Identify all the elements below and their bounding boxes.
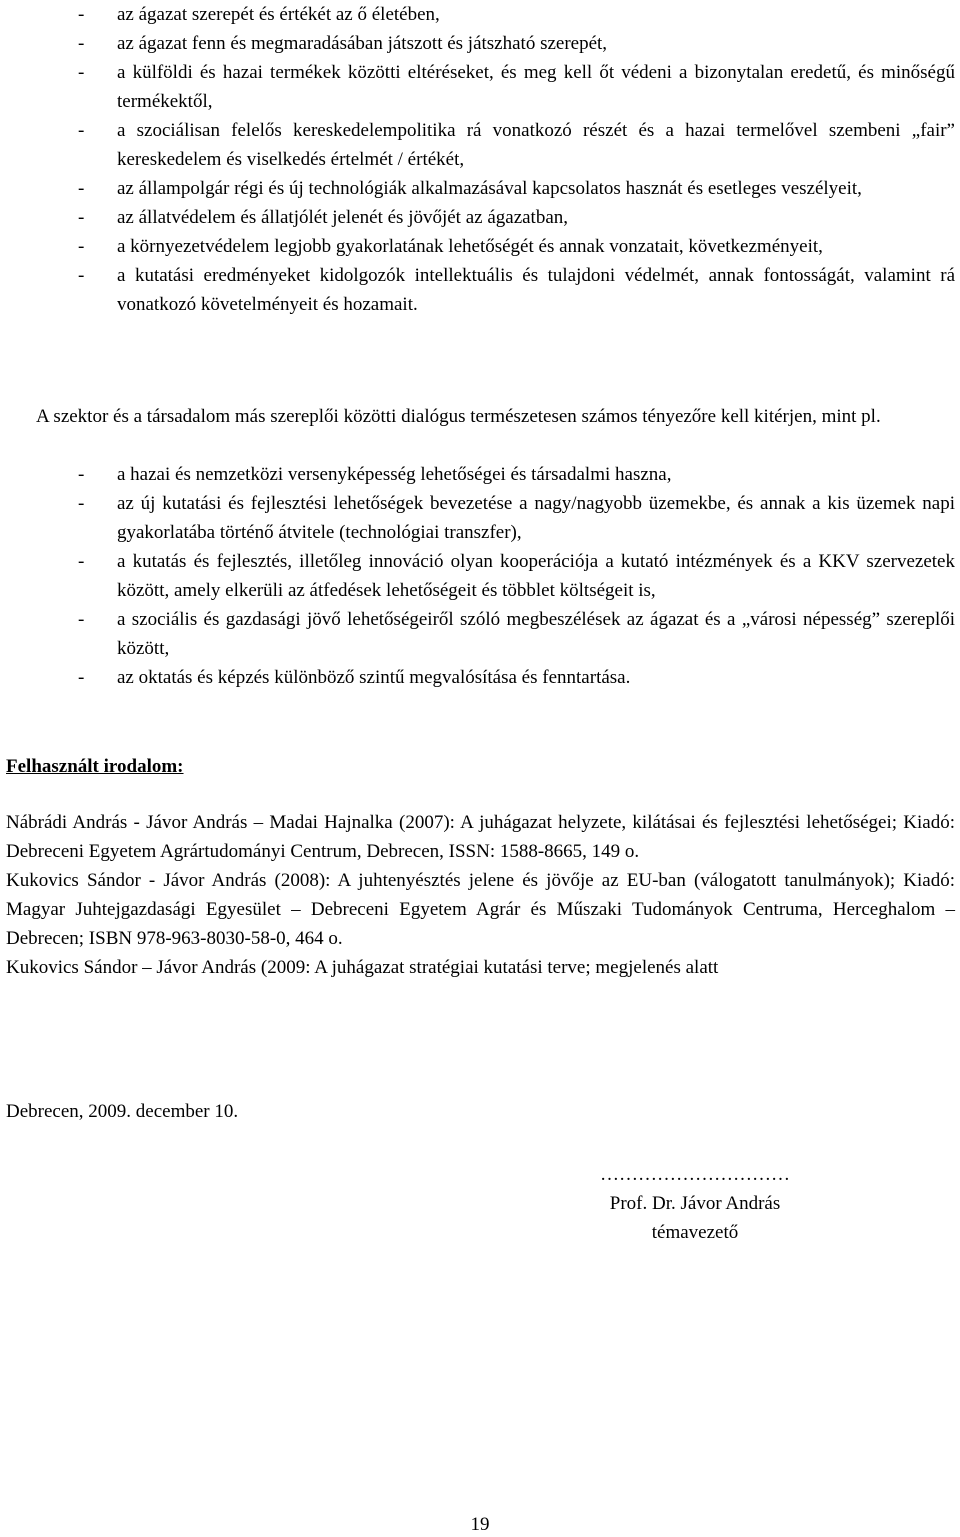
dash-marker: - [78, 236, 85, 257]
list-item [0, 0, 960, 29]
references-list [6, 808, 955, 982]
dash-marker: - [78, 551, 85, 572]
list-item [0, 232, 960, 261]
body-paragraph: A szektor és a társadalom más szereplői közötti dialógus természetesen számos tényezőre kell kitérjen, mint pl. [36, 406, 881, 427]
list-item-text: a szociálisan felelős kereskedelempolitika rá vonatkozó részét és a hazai termelővel szembeni „fair” kereskedelem és viselkedés értelmét / értékét, [117, 120, 955, 170]
references-heading: Felhasznált irodalom: [6, 756, 184, 777]
list-item [0, 460, 960, 489]
dash-marker: - [78, 207, 85, 228]
dash-marker: - [78, 609, 85, 630]
reference-item: Kukovics Sándor - Jávor András (2008): A juhtenyésztés jelene és jövője az EU-ban (válogatott tanulmányok); Kiadó: Magyar Juhtejgazdasági Egyesület – Debreceni Egyetem Agrár és Műszaki Tudományok Centruma, Herceghalom – Debrecen; ISBN 978-963-8030-58-0, 464 o. [6, 870, 955, 949]
signature-block [500, 1160, 890, 1247]
list-item-text: az új kutatási és fejlesztési lehetőségek bevezetése a nagy/nagyobb üzemekbe, és annak a kis üzemek napi gyakorlatába történő átvitele (technológiai transzfer), [117, 493, 955, 543]
dash-marker: - [78, 120, 85, 141]
reference-item: Kukovics Sándor – Jávor András (2009: A juhágazat stratégiai kutatási terve; megjelenés alatt [6, 957, 719, 978]
page-number: 19 [470, 1514, 490, 1535]
list-item [0, 605, 960, 663]
list-item-text: az oktatás és képzés különböző szintű megvalósítása és fenntartása. [117, 667, 631, 688]
list-item [0, 116, 960, 174]
dash-marker: - [78, 62, 85, 83]
bullet-list-2 [0, 460, 960, 692]
list-item-text: a szociális és gazdasági jövő lehetőségeiről szóló megbeszélések az ágazat és a „városi népesség” szereplői között, [117, 609, 955, 659]
dash-marker: - [78, 178, 85, 199]
list-item [0, 58, 960, 116]
dash-marker: - [78, 33, 85, 54]
list-item-text: az állatvédelem és állatjólét jelenét és jövőjét az ágazatban, [117, 207, 569, 228]
dash-marker: - [78, 667, 85, 688]
signatory-name: Prof. Dr. Jávor András [609, 1193, 781, 1214]
signatory-role: témavezető [651, 1222, 739, 1243]
list-item [0, 663, 960, 692]
reference-item: Nábrádi András - Jávor András – Madai Hajnalka (2007): A juhágazat helyzete, kilátásai és fejlesztési lehetőségei; Kiadó: Debreceni Egyetem Agrártudományi Centrum, Debrecen, ISSN: 1588-8665, 149 o. [6, 812, 955, 862]
list-item-text: az állampolgár régi és új technológiák alkalmazásával kapcsolatos hasznát és esetleges veszélyeit, [117, 178, 862, 199]
dash-marker: - [78, 493, 85, 514]
list-item-text: a külföldi és hazai termékek közötti eltéréseket, és meg kell őt védeni a bizonytalan eredetű, és minőségű termékektől, [117, 62, 955, 112]
list-item-text: az ágazat fenn és megmaradásában játszott és játszható szerepét, [117, 33, 608, 54]
list-item [0, 203, 960, 232]
list-item-text: a kutatási eredményeket kidolgozók intellektuális és tulajdoni védelmét, annak fontosságát, valamint rá vonatkozó követelményeit és hozamait. [117, 265, 955, 315]
list-item [0, 174, 960, 203]
list-item-text: a kutatás és fejlesztés, illetőleg innováció olyan kooperációja a kutató intézmények és a KKV szervezetek között, amely elkerüli az átfedések lehetőségeit és többlet költségeit is, [117, 551, 955, 601]
list-item [0, 261, 960, 319]
place-and-date: Debrecen, 2009. december 10. [6, 1101, 239, 1122]
list-item [0, 29, 960, 58]
dash-marker: - [78, 4, 85, 25]
bullet-list-1 [0, 0, 960, 319]
list-item [0, 489, 960, 547]
list-item [0, 547, 960, 605]
list-item-text: a környezetvédelem legjobb gyakorlatának lehetőségét és annak vonzatait, következményeit, [117, 236, 823, 257]
dash-marker: - [78, 464, 85, 485]
list-item-text: az ágazat szerepét és értékét az ő életében, [117, 4, 440, 25]
signature-dotted-line: ………………………… [600, 1164, 790, 1185]
list-item-text: a hazai és nemzetközi versenyképesség lehetőségei és társadalmi haszna, [117, 464, 672, 485]
dash-marker: - [78, 265, 85, 286]
